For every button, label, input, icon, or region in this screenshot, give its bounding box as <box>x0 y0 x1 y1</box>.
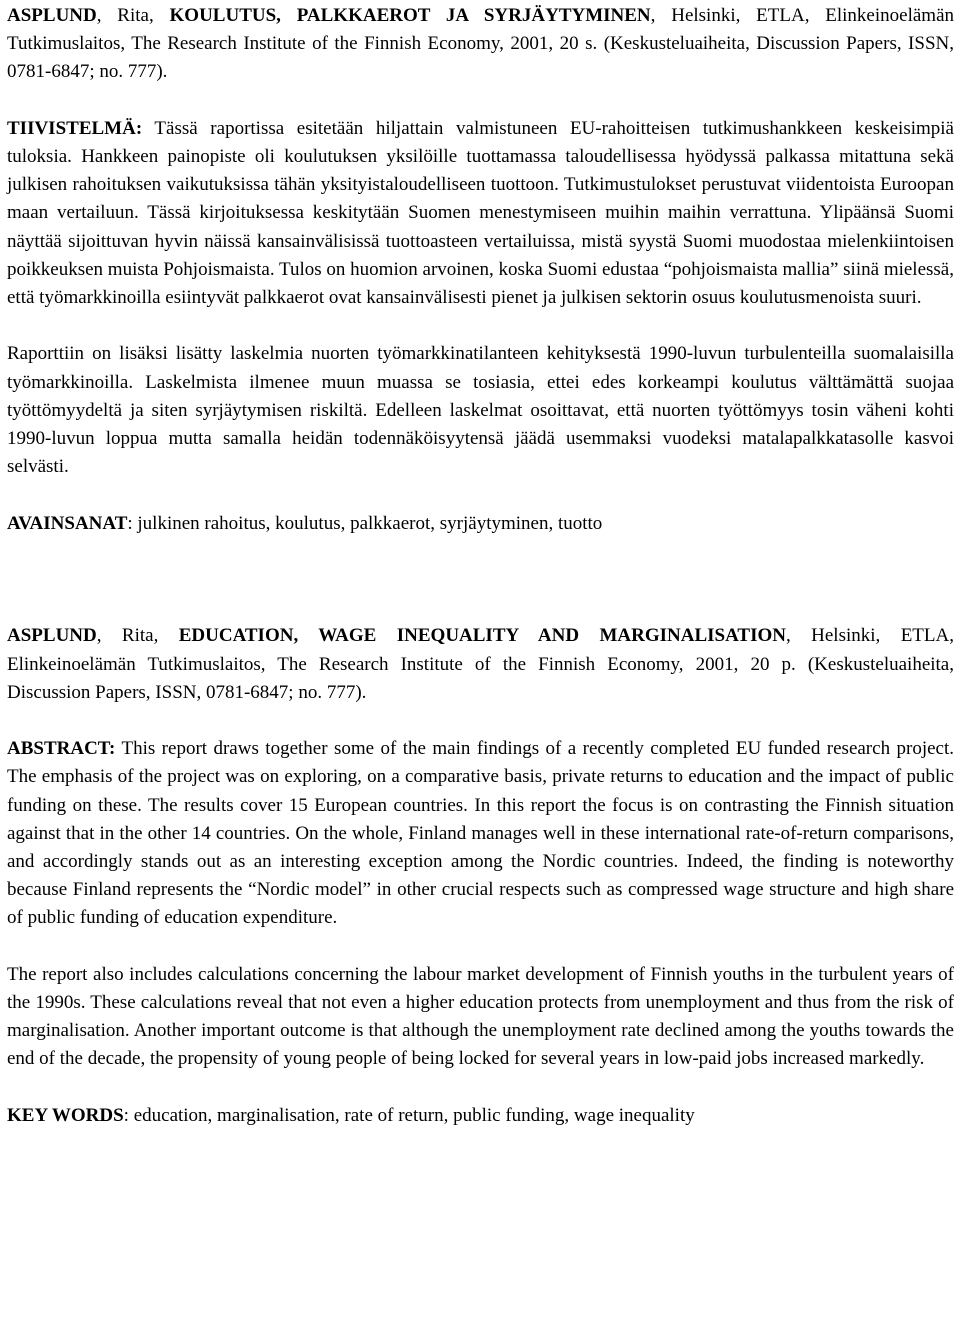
finnish-abstract <box>7 115 954 312</box>
spacer <box>7 481 954 509</box>
english-keywords <box>7 1102 954 1130</box>
spacer <box>7 87 954 115</box>
finnish-citation-author-sep: , Rita, <box>96 5 170 26</box>
finnish-abstract-label: TIIVISTELMÄ: <box>7 117 143 139</box>
finnish-citation-title: KOULUTUS, PALKKAEROT JA SYRJÄYTYMINEN <box>169 5 651 26</box>
spacer <box>7 538 954 623</box>
finnish-abstract-text: Tässä raportissa esitetään hiljattain valmistuneen EU-rahoitteisen tutkimushankkeen keskeisimpiä tuloksia. Hankkeen painopiste oli koulutuksen yksilöille tuottamassa taloudellisessa hyödyssä palkassa mitattuna sekä julkisen rahoituksen vaikutuksissa tähän yksityistaloudelliseen tuottoon. Tutkimustulokset perustuvat viidentoista Euroopan maan vertailuun. Tässä kirjoituksessa keskitytään Suomen menestymiseen muihin maihin verrattuna. Ylipäänsä Suomi näyttää sijoittuvan hyvin näissä kansainvälisissä tuottoasteen vertailuissa, mistä syystä Suomi muodostaa mielenkiintoisen poikkeuksen muista Pohjoismaista. Tulos on huomion arvoinen, koska Suomi edustaa “pohjoismaista mallia” siinä mielessä, että työmarkkinoilla esiintyvät palkkaerot ovat kansainvälisesti pienet ja julkisen sektorin osuus koulutusmenoista suuri. <box>7 117 954 309</box>
english-citation-author: ASPLUND <box>7 625 97 647</box>
english-citation-author-sep: , Rita, <box>96 625 179 647</box>
english-citation-details: , Helsinki, ETLA, Elinkeinoelämän Tutkimuslaitos, The Research Institute of the Finnish Economy, 2001, 20 p. (Keskusteluaiheita, Discussion Papers, ISSN, 0781-6847; no. 777). <box>7 625 954 703</box>
spacer <box>7 707 954 735</box>
english-paragraph-2: The report also includes calculations concerning the labour market development of Finnish youths in the turbulent years of the 1990s. These calculations reveal that not even a higher education protects from unemployment and thus from the risk of marginalisation. Another important outcome is that although the unemployment rate declined among the youths towards the end of the decade, the propensity of young people of being locked for several years in low-paid jobs increased markedly. <box>7 963 954 1070</box>
finnish-keywords-label: AVAINSANAT <box>7 512 128 534</box>
english-keywords-text: : education, marginalisation, rate of return, public funding, wage inequality <box>123 1104 695 1126</box>
spacer <box>7 1074 954 1102</box>
english-keywords-label: KEY WORDS <box>7 1104 124 1126</box>
spacer <box>7 933 954 961</box>
english-abstract-text: This report draws together some of the main findings of a recently completed EU funded research project. The emphasis of the project was on exploring, on a comparative basis, private returns to education and the impact of public funding on these. The results cover 15 European countries. In this report the focus is on contrasting the Finnish situation against that in the other 14 countries. On the whole, Finland manages well in these international rate-of-return comparisons, and accordingly stands out as an interesting exception among the Nordic countries. Indeed, the finding is noteworthy because Finland represents the “Nordic model” in other crucial respects such as compressed wage structure and high share of public funding of education expenditure. <box>7 738 954 929</box>
finnish-citation-author: ASPLUND <box>7 5 97 26</box>
finnish-paragraph-2: Raporttiin on lisäksi lisätty laskelmia nuorten työmarkkinatilanteen kehityksestä 1990-luvun turbulenteilla suomalaisilla työmarkkinoilla. Laskelmista ilmenee muun muassa se tosiasia, ettei edes korkeampi koulutus välttämättä suojaa työttömyydeltä ja siten syrjäytymisen riskiltä. Edelleen laskelmat osoittavat, että nuorten työttömyys tosin väheni kohti 1990-luvun loppua mutta samalla heidän todennäköisyytensä jäädä usemmaksi vuodeksi matalapalkkatasolle kasvoi selvästi. <box>7 343 954 478</box>
english-citation <box>7 622 954 707</box>
english-abstract <box>7 735 954 932</box>
finnish-citation-details: , Helsinki, ETLA, Elinkeinoelämän Tutkimuslaitos, The Research Institute of the Finnish Economy, 2001, 20 s. (Keskusteluaiheita, Discussion Papers, ISSN, 0781-6847; no. 777). <box>7 5 955 83</box>
finnish-keywords-text: : julkinen rahoitus, koulutus, palkkaerot, syrjäytyminen, tuotto <box>127 512 603 534</box>
finnish-citation <box>7 2 954 87</box>
spacer <box>7 312 954 340</box>
finnish-keywords <box>7 510 954 538</box>
english-abstract-label: ABSTRACT: <box>7 738 116 760</box>
english-citation-title: EDUCATION, WAGE INEQUALITY AND MARGINALISATION <box>178 625 786 647</box>
